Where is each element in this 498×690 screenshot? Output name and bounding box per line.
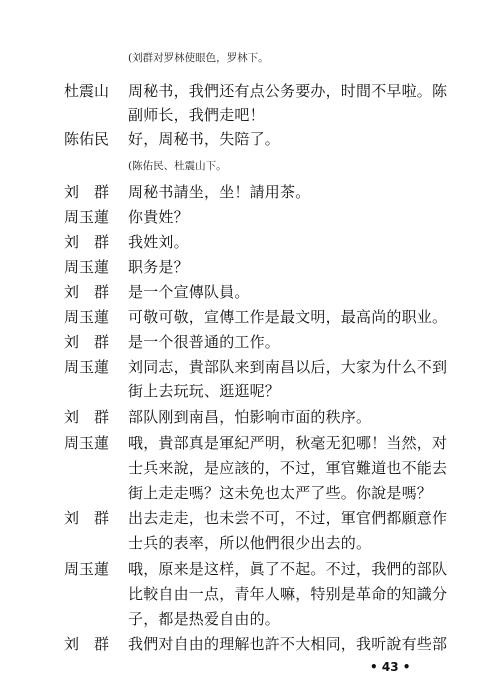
dialogue-line: 是一个很普通的工作。 (128, 333, 281, 351)
dialogue-line: 哦，貴部真是軍紀严明，秋毫无犯哪！当然，对 (128, 434, 448, 452)
speaker-name: 刘 群 (64, 283, 110, 301)
speaker-name: 陈佑民 (64, 130, 110, 148)
dialogue-line: 比較自由一点，青年人嘛，特别是革命的知識分 (128, 585, 448, 603)
dialogue-line: 街上去玩玩、逛逛呢？ (128, 382, 281, 400)
speaker-name: 周玉蓮 (64, 308, 110, 326)
speaker-name: 刘 群 (64, 233, 110, 251)
speaker-name: 杜震山 (64, 82, 110, 100)
dialogue-line: 刘同志，貴部队来到南昌以后，大家为什么不到 (128, 358, 448, 376)
speaker-name: 刘 群 (64, 509, 110, 527)
dialogue-line: 出去走走，也未尝不可，不过，軍官們都願意作 (128, 509, 448, 527)
dialogue-line: 可敬可敬，宣傳工作是最文明，最高尚的职业。 (128, 308, 448, 326)
dialogue-line: 部队刚到南昌，怕影响市面的秩序。 (128, 408, 372, 426)
speaker-name: 刘 群 (64, 333, 110, 351)
speaker-name: 周玉蓮 (64, 208, 110, 226)
speaker-name: 周玉蓮 (64, 434, 110, 452)
stage-direction: (陈佑民、杜震山下。 (128, 160, 227, 172)
speaker-name: 刘 群 (64, 635, 110, 653)
dialogue-line: 我姓刘。 (128, 233, 189, 251)
dialogue-line: 子，都是热爱自由的。 (128, 610, 281, 628)
speaker-name: 周玉蓮 (64, 258, 110, 276)
dialogue-line: 是一个宣傳队員。 (128, 283, 250, 301)
dialogue-line: 副师长，我們走吧！ (128, 106, 265, 124)
dialogue-line: 周秘书請坐，坐！請用茶。 (128, 183, 311, 201)
dialogue-line: 哦，原来是这样，眞了不起。不过，我們的部队 (128, 560, 448, 578)
dialogue-line: 好，周秘书，失陪了。 (128, 130, 281, 148)
page-number: • 43 • (370, 660, 411, 674)
stage-direction: (刘群对罗林使眼色，罗林下。 (128, 52, 269, 64)
dialogue-line: 士兵来說，是应該的，不过，軍官難道也不能去 (128, 459, 448, 477)
dialogue-line: 我們对自由的理解也許不大相同，我听說有些部 (128, 635, 448, 653)
speaker-name: 刘 群 (64, 183, 110, 201)
dialogue-line: 街上走走嗎？这未免也太严了些。你說是嗎？ (128, 484, 433, 502)
speaker-name: 周玉蓮 (64, 358, 110, 376)
dialogue-line: 士兵的表率，所以他們很少出去的。 (128, 534, 372, 552)
speaker-name: 周玉蓮 (64, 560, 110, 578)
dialogue-line: 你貴姓？ (128, 208, 189, 226)
dialogue-line: 周秘书，我們还有点公务要办，时間不早啦。陈 (128, 82, 448, 100)
speaker-name: 刘 群 (64, 408, 110, 426)
dialogue-line: 职务是？ (128, 258, 189, 276)
